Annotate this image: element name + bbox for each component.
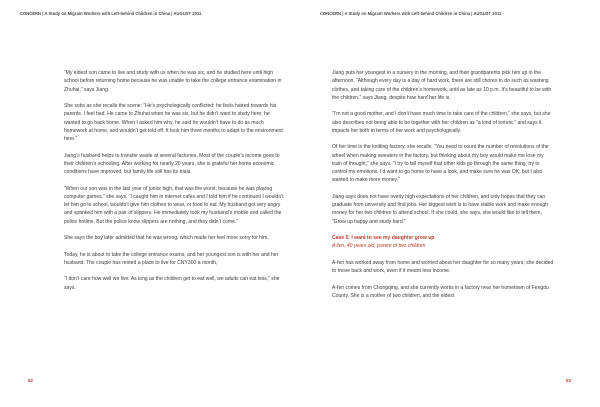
right-column: [332, 69, 554, 308]
right-page-header: CONCERN | A Study on Migrant Workers with Left-behind Children in China | AUGUST 2011: [320, 11, 502, 16]
right-paragraph-6: A-fen comes from Chongqing, and she currently works in a factory near her hometown of Fengdu County. She is a mother of two children, and the eldest: [332, 284, 549, 299]
right-paragraph-3: Of her time in the knitting factory, she recalls, “You need to count the number of revolutions of the wheel when making sweaters in the factory, but thinking about my boy would make me lose my train of thought,” she says. “I try to tell myself that other kids go through the same thing, try to control my emotions. I’d want to go home to have a look, and make sure he was OK, but I also wanted to make more money.”: [332, 144, 549, 184]
left-paragraph-4: “When our son was in the last year of junior high, that was the worst, because he was playing computer games,” she says. “I caught him in internet cafes and I told him if he continued I wouldn’t let him go to school, wouldn’t give him clothes to wear, or food to eat. My husband got very angry and spanked him with a pair of slippers. He immediately took my husband’s mobile and called the police hotline. But the police know slippers are nothing, and they didn’t come.”: [64, 185, 284, 225]
right-paragraph-1: Jiang puts her youngest in a nursery in the morning, and their grandparents pick him up in the afternoon. “Although every day is a day of hard work, there are still chores to do such as washing clothes, and taking care of the children’s homework, until as late as 10 p.m. It’s beautiful to be with the children,” says Jiang, despite how hard her life is.: [332, 70, 552, 101]
left-paragraph-6: Today, he is about to take the college entrance exams, and her youngest son is with her and her husband. The couple has rented a place to live for CNY300 a month,: [64, 251, 279, 266]
case-subheading: A-fen, 40 years old, parent of two children: [332, 243, 426, 250]
right-paragraph-2: “I’m not a good mother, and I don’t have much time to take care of the children,” she says, but she also describes not being able to be together with her children as “a kind of torture,” and says it impacts her both in terms of her work and psychologically.: [332, 111, 551, 134]
right-paragraph-5: A-fen has worked away from home and worried about her daughter for so many years, she decided to move back and work, even if it meant less income.: [332, 259, 554, 274]
left-paragraph-7: “I don’t care how well we live. As long as the children get to eat well, we adults can eat less,” she says.: [64, 276, 280, 291]
right-paragraph-4: Jiang says does not have overly high expectations of her children, and only hopes that they can graduate from university and find jobs. Her biggest wish is to have stable work and make enough money for her two children to attend school. If she could, she says, she would like to tell them, “Grow up happy and study hard.”: [332, 193, 549, 225]
left-paragraph-1: “My eldest son came to live and study with us when he was six, and he studied here until high school before returning home because he was unable to take the college entrance examination in Zhuhai,” says Jiang.: [64, 70, 282, 93]
left-paragraph-5: She says the boy later admitted that he was wrong, which made her feel more sorry for him.: [64, 235, 269, 241]
left-paragraph-3: Jiang’s husband helps to transfer waste at several factories. Most of the couple’s income goes to their children’s schooling. After working for nearly 20 years, she is grateful her home economic conditions have improved, but family life still has its trials.: [64, 152, 280, 175]
left-page-number: 62: [28, 378, 34, 383]
case-heading: Case 5: I want to see my daughter grow up: [332, 235, 435, 241]
left-page-header: CONCERN | A Study on Migrant Workers with Left-behind Children in China | AUGUST 2011: [20, 11, 202, 16]
right-page-number: 63: [566, 378, 572, 383]
left-paragraph-2: She sobs as she recalls the scene: “He’s psychologically conflicted; he feels hatred towards his parents. I feel bad. He came to Zhuhai when he was six, but he didn’t want to study here; he wanted to go back home. When I asked him why, he said he wouldn’t have to do as much homework at home, and wouldn’t get told off. It took him three months to adapt to the environment here.”: [64, 103, 283, 142]
left-column: [64, 69, 284, 300]
